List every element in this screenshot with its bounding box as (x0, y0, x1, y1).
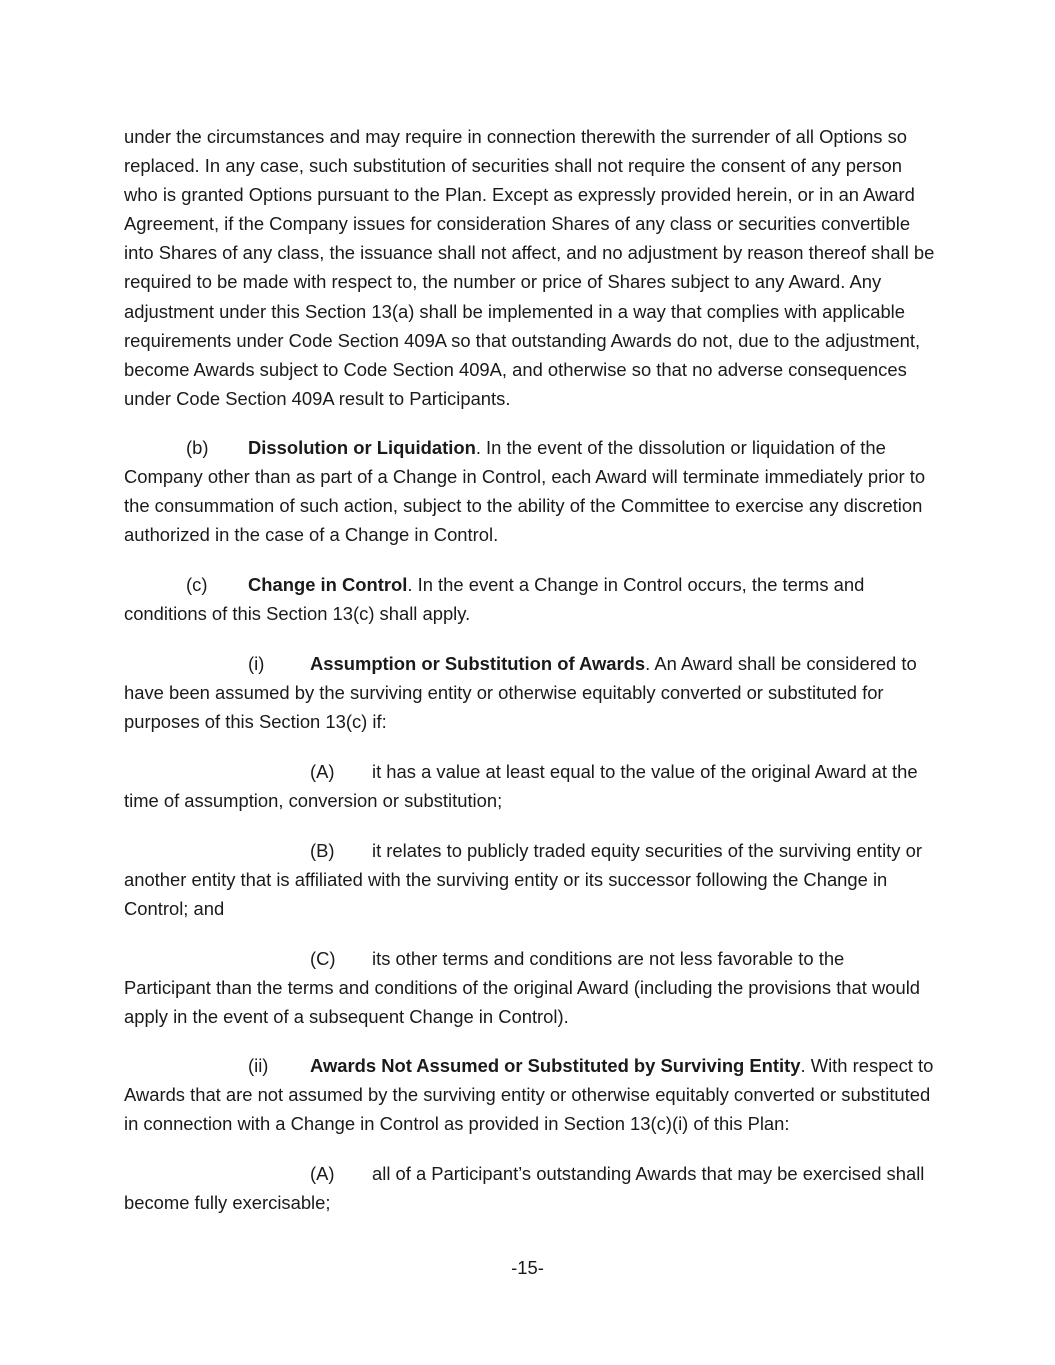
paragraph-label: (ii) (248, 1055, 269, 1076)
paragraph-text: . An Award shall be considered to have been assumed by the surviving entity or otherwise equitably converted or substituted for purposes of this Section 13(c) if: (124, 653, 917, 733)
paragraph-13c-i-C (124, 944, 936, 1031)
page-number: -15- (511, 1257, 544, 1278)
paragraph-text: its other terms and conditions are not less favorable to the Participant than the terms and conditions of the original Award (including the provisions that would apply in the event of a subsequent Change in Control). (124, 948, 921, 1028)
paragraph-heading: Awards Not Assumed or Substituted by Surviving Entity (310, 1055, 801, 1076)
paragraph-13c-ii-A (124, 1159, 936, 1217)
paragraph-heading: Dissolution or Liquidation (248, 437, 476, 458)
paragraph-text: all of a Participant’s outstanding Awards that may be exercised shall become fully exercisable; (124, 1163, 925, 1214)
paragraph-text: . In the event a Change in Control occurs, the terms and conditions of this Section 13(c) shall apply. (124, 574, 865, 625)
paragraph-text: under the circumstances and may require in connection therewith the surrender of all Options so replaced. In any case, such substitution of securities shall not require the consent of any person who is granted Options pursuant to the Plan. Except as expressly provided herein, or in an Award Agreement, if the Company issues for consideration Shares of any class or securities convertible into Shares of any class, the issuance shall not affect, and no adjustment by reason thereof shall be required to be made with respect to, the number or price of Shares subject to any Award. Any adjustment under this Section 13(a) shall be implemented in a way that complies with applicable requirements under Code Section 409A so that outstanding Awards do not, due to the adjustment, become Awards subject to Code Section 409A, and otherwise so that no adverse consequences under Code Section 409A result to Participants. (124, 126, 935, 409)
paragraph-label: (b) (186, 437, 209, 458)
paragraph-text: it relates to publicly traded equity securities of the surviving entity or another entity that is affiliated with the surviving entity or its successor following the Change in Control; and (124, 840, 922, 920)
paragraph-label: (A) (310, 1163, 335, 1184)
paragraph-label: (A) (310, 761, 335, 782)
paragraph-13c (124, 570, 936, 628)
paragraph-13c-i-A (124, 757, 936, 815)
paragraph-label: (B) (310, 840, 335, 861)
paragraph-text: . With respect to Awards that are not assumed by the surviving entity or otherwise equitably converted or substituted in connection with a Change in Control as provided in Section 13(c)(i) of this Plan: (124, 1055, 934, 1135)
paragraph-13c-i-B (124, 836, 936, 923)
paragraph-label: (i) (248, 653, 265, 674)
paragraph-text: . In the event of the dissolution or liquidation of the Company other than as part of a Change in Control, each Award will terminate immediately prior to the consummation of such action, subject to the ability of the Committee to exercise any discretion authorized in the case of a Change in Control. (124, 437, 926, 546)
paragraph-heading: Change in Control (248, 574, 408, 595)
paragraph-label: (c) (186, 574, 208, 595)
paragraph-13c-i (124, 649, 936, 736)
paragraph-13c-ii (124, 1051, 936, 1138)
paragraph-13b (124, 433, 936, 549)
paragraph-heading: Assumption or Substitution of Awards (310, 653, 646, 674)
paragraph-label: (C) (310, 948, 336, 969)
paragraph-text: it has a value at least equal to the value of the original Award at the time of assumption, conversion or substitution; (124, 761, 918, 812)
paragraph-13a-continuation (124, 122, 936, 413)
